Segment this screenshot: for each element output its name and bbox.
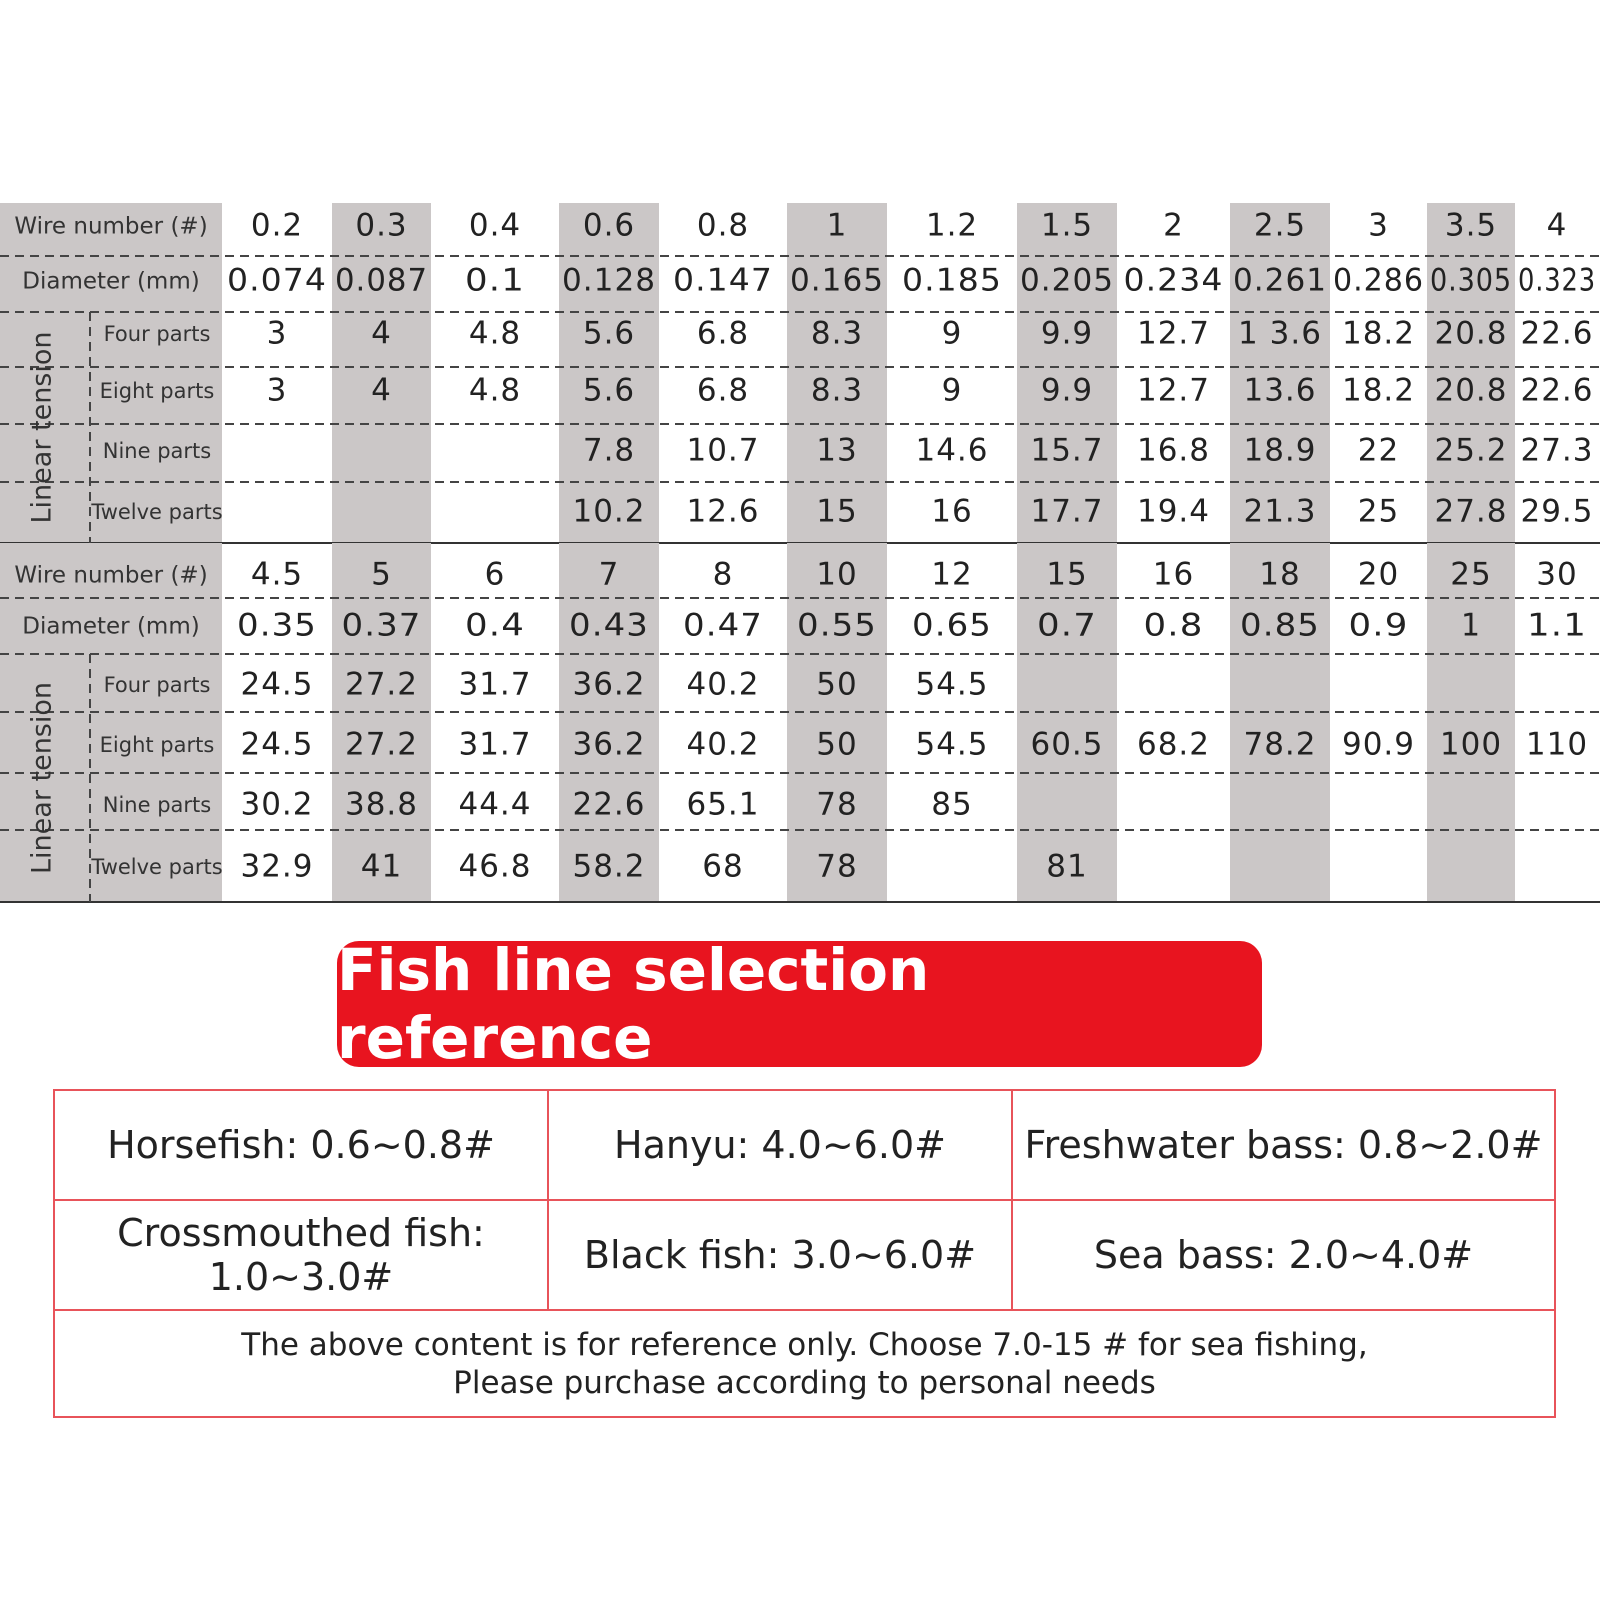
diameter-cell: 0.323 xyxy=(1518,262,1596,299)
tension-value-cell: 65.1 xyxy=(686,786,760,823)
tension-value-cell: 16 xyxy=(931,493,973,530)
diameter-cell: 0.165 xyxy=(790,262,884,299)
tension-value-cell: 78.2 xyxy=(1243,726,1317,763)
wire-number-cell: 3.5 xyxy=(1444,207,1498,244)
wire-number-cell: 1.2 xyxy=(925,207,979,244)
wire-number-cell: 16 xyxy=(1152,556,1195,593)
diameter-cell: 0.9 xyxy=(1348,607,1409,644)
fish-row xyxy=(54,1090,1555,1200)
tension-value-cell: 25 xyxy=(1357,493,1400,530)
tension-value-cell: 38.8 xyxy=(344,786,419,823)
tension-value-cell: 9.9 xyxy=(1040,372,1094,409)
diameter-cell: 1 xyxy=(1461,607,1481,644)
diameter-cell: 0.37 xyxy=(341,607,422,644)
diameter-cell: 0.234 xyxy=(1123,262,1224,299)
tension-value-cell: 6.8 xyxy=(696,315,750,352)
diameter-cell: 0.43 xyxy=(569,607,649,644)
tension-row-label: Eight parts xyxy=(99,733,215,757)
tension-value-cell: 78 xyxy=(816,848,858,885)
tension-value-cell: 12.6 xyxy=(686,493,760,530)
tension-value-cell: 4.8 xyxy=(468,372,522,409)
wire-number-cell: 4.5 xyxy=(250,556,304,593)
tension-value-cell: 22.6 xyxy=(572,786,646,823)
tension-value-cell: 78 xyxy=(816,786,858,823)
fish-row xyxy=(54,1200,1555,1310)
tension-value-cell: 3 xyxy=(266,372,288,409)
note-row xyxy=(54,1310,1555,1417)
tension-value-cell: 16.8 xyxy=(1136,432,1211,469)
tension-value-cell: 19.4 xyxy=(1136,493,1211,530)
tension-value-cell: 27.2 xyxy=(344,666,419,703)
diameter-cell: 0.35 xyxy=(237,607,317,644)
tension-value-cell: 7.8 xyxy=(582,432,636,469)
diameter-label: Diameter (mm) xyxy=(22,268,200,295)
tension-value-cell: 24.5 xyxy=(240,666,314,703)
tension-value-cell: 110 xyxy=(1525,726,1589,763)
tension-row-label: Four parts xyxy=(103,322,211,346)
diameter-cell: 1.1 xyxy=(1527,607,1587,644)
diameter-cell: 0.8 xyxy=(1143,607,1204,644)
wire-number-cell: 7 xyxy=(598,556,620,593)
tension-value-cell: 46.8 xyxy=(458,848,532,885)
tension-value-cell: 22.6 xyxy=(1520,315,1594,352)
tension-value-cell: 50 xyxy=(816,726,858,763)
tension-value-cell: 24.5 xyxy=(240,726,314,763)
tension-value-cell: 100 xyxy=(1439,726,1503,763)
tension-value-cell: 12.7 xyxy=(1136,372,1211,409)
tension-value-cell: 25.2 xyxy=(1434,432,1508,469)
wire-number-cell: 4 xyxy=(1546,207,1568,244)
tension-value-cell: 30.2 xyxy=(240,786,314,823)
wire-number-cell: 1 xyxy=(826,207,848,244)
shaded-column-bg xyxy=(1230,543,1330,902)
tension-value-cell: 22.6 xyxy=(1520,372,1594,409)
tension-value-cell: 50 xyxy=(816,666,858,703)
fish-cell-black-fish: Black fish: 3.0~6.0# xyxy=(548,1200,1012,1310)
tension-value-cell: 41 xyxy=(360,848,403,885)
diameter-cell: 0.7 xyxy=(1037,607,1097,644)
wire-number-cell: 0.8 xyxy=(696,207,750,244)
tension-value-cell: 44.4 xyxy=(458,786,532,823)
wire-number-label: Wire number (#) xyxy=(14,562,208,589)
tension-value-cell: 20.8 xyxy=(1434,372,1508,409)
fish-cell-freshwater-bass: Freshwater bass: 0.8~2.0# xyxy=(1012,1090,1555,1200)
wire-number-label: Wire number (#) xyxy=(14,213,208,240)
diameter-cell: 0.205 xyxy=(1020,262,1114,299)
tension-value-cell: 15.7 xyxy=(1030,432,1104,469)
wire-number-cell: 0.6 xyxy=(582,207,636,244)
tension-value-cell: 68 xyxy=(702,848,744,885)
tension-value-cell: 10.7 xyxy=(686,432,760,469)
tension-row-label: Twelve parts xyxy=(91,855,223,879)
tension-value-cell: 5.6 xyxy=(582,372,636,409)
diameter-cell: 0.65 xyxy=(912,607,992,644)
tension-value-cell: 17.7 xyxy=(1030,493,1104,530)
tension-value-cell: 14.6 xyxy=(915,432,989,469)
fish-cell-hanyu: Hanyu: 4.0~6.0# xyxy=(548,1090,1012,1200)
tension-value-cell: 10.2 xyxy=(572,493,646,530)
diameter-label: Diameter (mm) xyxy=(22,613,200,640)
wire-number-cell: 25 xyxy=(1450,556,1492,593)
wire-number-cell: 30 xyxy=(1536,556,1578,593)
tension-value-cell: 20.8 xyxy=(1434,315,1508,352)
banner-title: Fish line selection reference xyxy=(337,936,930,1072)
linear-tension-label: Linear tension xyxy=(26,681,58,875)
tension-value-cell: 58.2 xyxy=(572,848,646,885)
tension-value-cell: 85 xyxy=(931,786,973,823)
diameter-cell: 0.4 xyxy=(465,607,525,644)
diameter-cell: 0.55 xyxy=(797,607,877,644)
shaded-column-bg xyxy=(1427,543,1515,902)
diameter-cell: 0.185 xyxy=(902,262,1002,299)
tension-value-cell: 27.2 xyxy=(344,726,419,763)
note-line-1: The above content is for reference only. Choose 7.0-15 # for sea fishing, xyxy=(241,1326,1368,1363)
tension-value-cell: 54.5 xyxy=(915,726,989,763)
wire-number-cell: 0.3 xyxy=(355,207,408,244)
tension-row-label: Eight parts xyxy=(99,379,215,403)
diameter-cell: 0.305 xyxy=(1430,262,1512,299)
tension-value-cell: 8.3 xyxy=(810,372,864,409)
tension-value-cell: 18.9 xyxy=(1243,432,1317,469)
tension-value-cell: 4 xyxy=(371,315,392,352)
tension-value-cell: 1 3.6 xyxy=(1238,315,1322,352)
tension-value-cell: 31.7 xyxy=(458,726,532,763)
diameter-cell: 0.1 xyxy=(465,262,525,299)
wire-number-cell: 2.5 xyxy=(1253,207,1307,244)
tension-value-cell: 27.8 xyxy=(1434,493,1508,530)
tension-value-cell: 40.2 xyxy=(686,666,760,703)
wire-number-cell: 1.5 xyxy=(1040,207,1094,244)
fish-cell-horsefish: Horsefish: 0.6~0.8# xyxy=(54,1090,548,1200)
diameter-cell: 0.286 xyxy=(1333,262,1424,299)
diameter-cell: 0.074 xyxy=(227,262,327,299)
tension-row-label: Nine parts xyxy=(102,439,212,463)
reference-note xyxy=(54,1310,1555,1417)
tension-value-cell: 29.5 xyxy=(1520,493,1594,530)
wire-number-cell: 6 xyxy=(484,556,506,593)
tension-value-cell: 18.2 xyxy=(1341,372,1416,409)
wire-number-cell: 5 xyxy=(371,556,392,593)
tension-value-cell: 15 xyxy=(816,493,858,530)
tension-value-cell: 4 xyxy=(371,372,392,409)
tension-value-cell: 32.9 xyxy=(240,848,314,885)
tension-value-cell: 5.6 xyxy=(582,315,636,352)
wire-number-cell: 0.4 xyxy=(468,207,522,244)
diameter-cell: 0.128 xyxy=(562,262,656,299)
fish-cell-crossmouthed-fish: Crossmouthed fish: 1.0~3.0# xyxy=(54,1200,548,1310)
wire-number-cell: 8 xyxy=(712,556,734,593)
tension-value-cell: 9 xyxy=(941,315,963,352)
wire-number-cell: 0.2 xyxy=(250,207,304,244)
tension-value-cell: 13 xyxy=(816,432,858,469)
wire-number-cell: 15 xyxy=(1046,556,1088,593)
diameter-cell: 0.261 xyxy=(1233,262,1327,299)
wire-number-cell: 12 xyxy=(931,556,973,593)
tension-value-cell: 40.2 xyxy=(686,726,760,763)
tension-value-cell: 27.3 xyxy=(1520,432,1594,469)
diameter-cell: 0.47 xyxy=(683,607,763,644)
selection-reference-banner xyxy=(337,936,1262,1072)
wire-number-cell: 20 xyxy=(1357,556,1400,593)
diameter-cell: 0.85 xyxy=(1240,607,1320,644)
wire-number-cell: 18 xyxy=(1259,556,1301,593)
fish-selection-table xyxy=(53,1089,1556,1418)
diameter-cell: 0.147 xyxy=(673,262,773,299)
tension-value-cell: 4.8 xyxy=(468,315,522,352)
tension-value-cell: 8.3 xyxy=(810,315,864,352)
fish-cell-sea-bass: Sea bass: 2.0~4.0# xyxy=(1012,1200,1555,1310)
tension-value-cell: 68.2 xyxy=(1136,726,1211,763)
tension-value-cell: 60.5 xyxy=(1030,726,1104,763)
diameter-cell: 0.087 xyxy=(335,262,428,299)
tension-value-cell: 90.9 xyxy=(1341,726,1416,763)
tension-value-cell: 22 xyxy=(1357,432,1400,469)
tension-value-cell: 6.8 xyxy=(696,372,750,409)
tension-value-cell: 31.7 xyxy=(458,666,532,703)
tension-value-cell: 13.6 xyxy=(1243,372,1317,409)
tension-value-cell: 3 xyxy=(266,315,288,352)
tension-value-cell: 9 xyxy=(941,372,963,409)
tension-value-cell: 36.2 xyxy=(572,666,646,703)
tension-value-cell: 81 xyxy=(1046,848,1088,885)
tension-value-cell: 18.2 xyxy=(1341,315,1416,352)
wire-number-cell: 3 xyxy=(1368,207,1389,244)
linear-tension-label: Linear tension xyxy=(26,331,58,524)
tension-row-label: Four parts xyxy=(103,673,211,697)
tension-value-cell: 54.5 xyxy=(915,666,989,703)
tension-value-cell: 36.2 xyxy=(572,726,646,763)
tension-value-cell: 21.3 xyxy=(1243,493,1317,530)
wire-number-cell: 2 xyxy=(1163,207,1184,244)
wire-number-cell: 10 xyxy=(816,556,858,593)
note-line-2: Please purchase according to personal needs xyxy=(453,1364,1156,1401)
tension-row-label: Twelve parts xyxy=(91,500,223,524)
tension-value-cell: 12.7 xyxy=(1136,315,1211,352)
tension-value-cell: 9.9 xyxy=(1040,315,1094,352)
tension-row-label: Nine parts xyxy=(102,793,212,817)
